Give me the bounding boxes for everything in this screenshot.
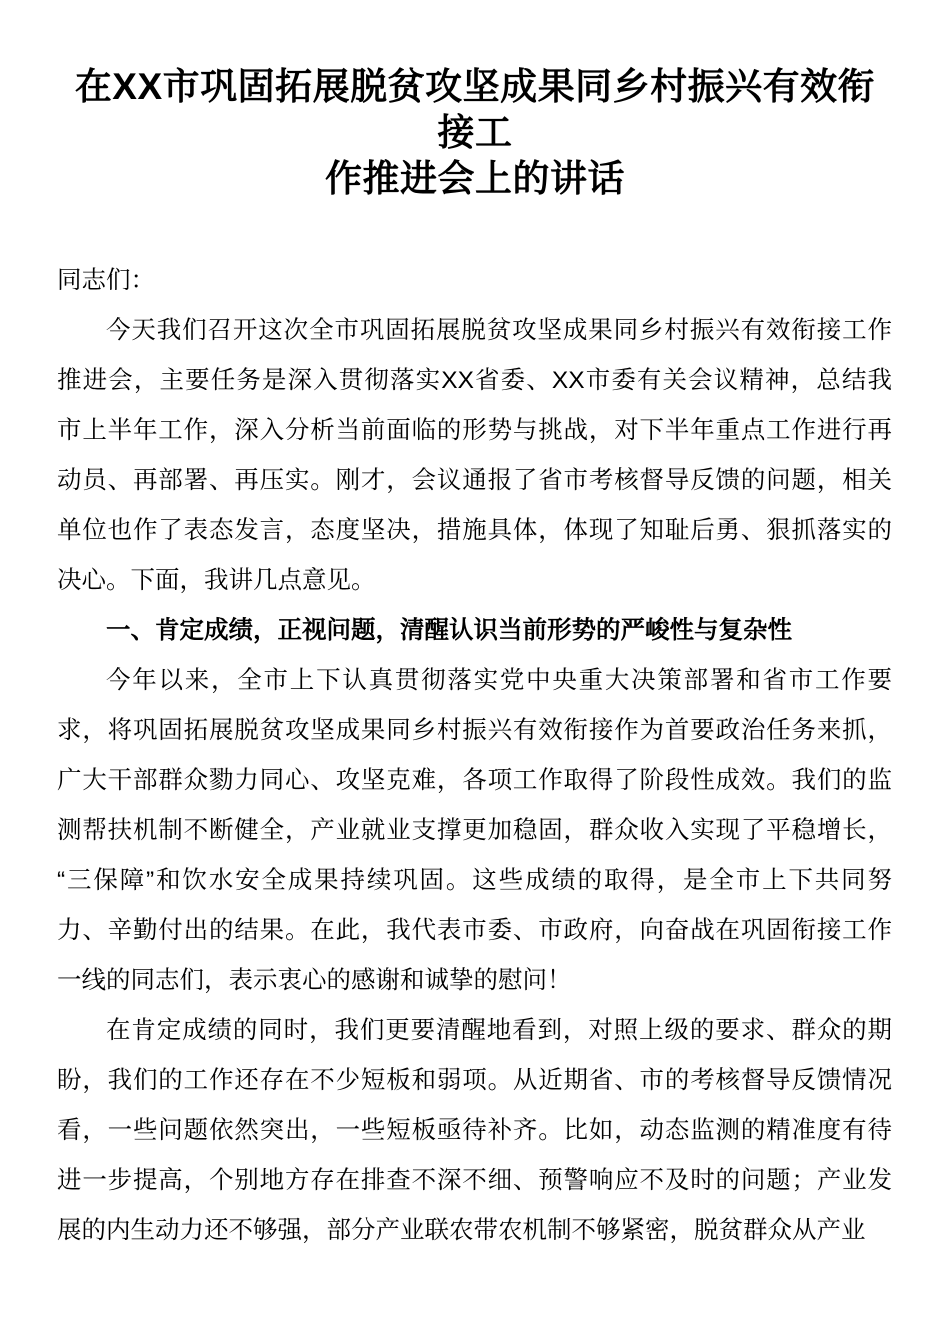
text-line: 单位也作了表态发言，态度坚决，措施具体，体现了知耻后勇、狠抓落实的 bbox=[57, 517, 892, 544]
document-body bbox=[57, 256, 892, 1256]
text-line: 决心。下面，我讲几点意见。 bbox=[57, 567, 376, 594]
text-line: 盼，我们的工作还存在不少短板和弱项。从近期省、市的考核督导反馈情况 bbox=[57, 1067, 892, 1094]
text-line: 求，将巩固拓展脱贫攻坚成果同乡村振兴有效衔接作为首要政治任务来抓， bbox=[57, 717, 892, 744]
text-line: 力、辛勤付出的结果。在此，我代表市委、市政府，向奋战在巩固衔接工作 bbox=[57, 917, 892, 944]
paragraphs-container bbox=[57, 306, 892, 1256]
title-line: 在XX市巩固拓展脱贫攻坚成果同乡村振兴有效衔接工 bbox=[74, 66, 876, 153]
text-line: 在肯定成绩的同时，我们更要清醒地看到，对照上级的要求、群众的期 bbox=[106, 1017, 892, 1044]
title-line: 作推进会上的讲话 bbox=[325, 158, 625, 199]
document-title bbox=[57, 64, 893, 202]
text-line: 动员、再部署、再压实。刚才，会议通报了省市考核督导反馈的问题，相关 bbox=[57, 467, 892, 494]
text-line: 进一步提高，个别地方存在排查不深不细、预警响应不及时的问题；产业发 bbox=[57, 1167, 892, 1194]
text-line: 测帮扶机制不断健全，产业就业支撑更加稳固，群众收入实现了平稳增长， bbox=[57, 817, 892, 844]
text-line: 今天我们召开这次全市巩固拓展脱贫攻坚成果同乡村振兴有效衔接工作 bbox=[106, 317, 892, 344]
text-line: 展的内生动力还不够强，部分产业联农带农机制不够紧密，脱贫群众从产业 bbox=[57, 1217, 866, 1244]
text-line: 一线的同志们，表示衷心的感谢和诚挚的慰问！ bbox=[57, 967, 572, 994]
salutation: 同志们： bbox=[57, 267, 155, 294]
text-line: 看，一些问题依然突出，一些短板亟待补齐。比如，动态监测的精准度有待 bbox=[57, 1117, 892, 1144]
text-line: 推进会，主要任务是深入贯彻落实XX省委、XX市委有关会议精神，总结我 bbox=[57, 367, 892, 394]
section-heading: 一、肯定成绩，正视问题，清醒认识当前形势的严峻性与复杂性 bbox=[106, 617, 792, 644]
text-line: “三保障”和饮水安全成果持续巩固。这些成绩的取得，是全市上下共同努 bbox=[57, 867, 892, 894]
text-line: 今年以来，全市上下认真贯彻落实党中央重大决策部署和省市工作要 bbox=[106, 667, 892, 694]
text-line: 市上半年工作，深入分析当前面临的形势与挑战，对下半年重点工作进行再 bbox=[57, 417, 892, 444]
text-line: 广大干部群众勠力同心、攻坚克难，各项工作取得了阶段性成效。我们的监 bbox=[57, 767, 892, 794]
